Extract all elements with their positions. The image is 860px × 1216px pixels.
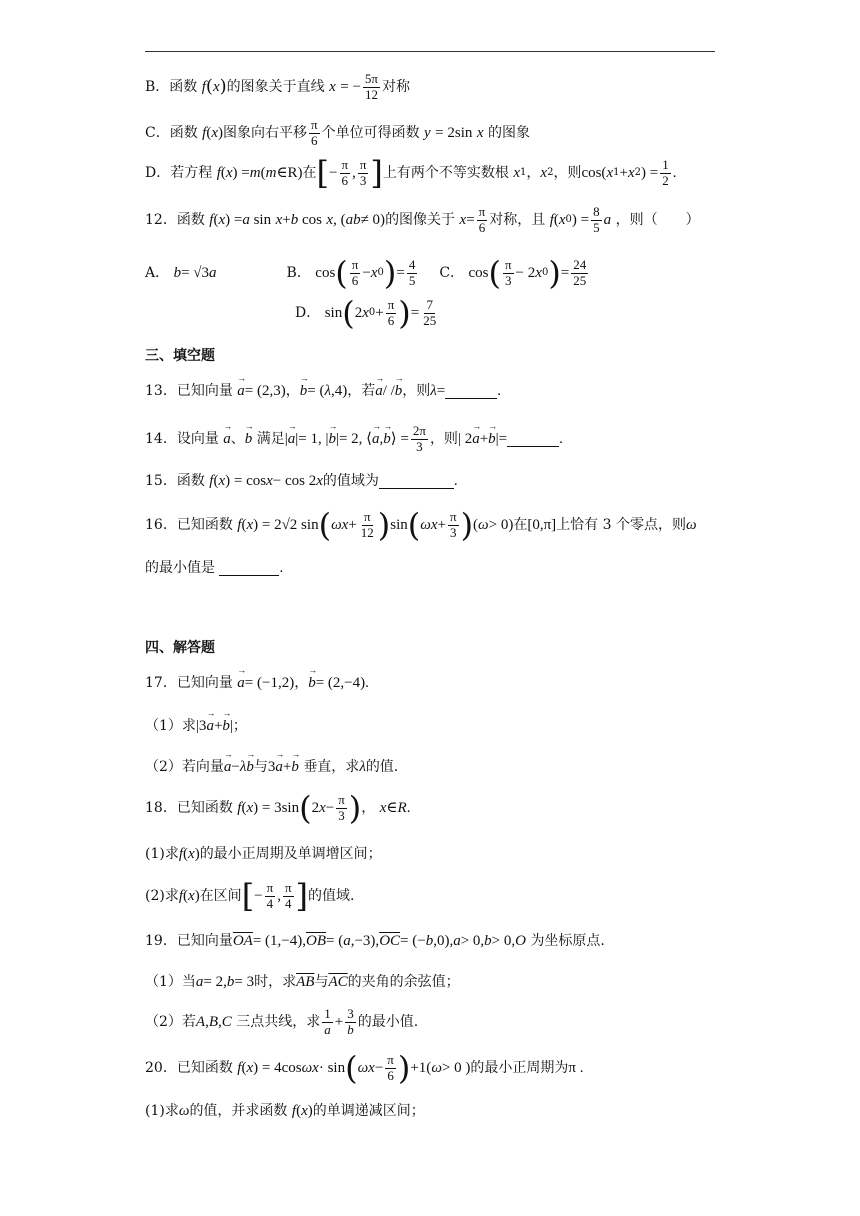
q18-stem: 18．已知函数 f ( x ) = 3sin ( 2 x − $\frac{\pi}{3}$ ) ， x ∈ R .	[145, 789, 411, 827]
section-fill-in: 三、填空题	[145, 348, 215, 364]
q19-part1: （1）当 a = 2, b = 3 时，求 $\overline{AB}$ 与 $\overline{AC}$ 的夹角的余弦值；	[145, 973, 460, 990]
q19-stem: 19．已知向量 $\overline{OA}$ = (1,−4), $\overline{OB}$ = ( a ,−3), $\overline{OC}$ = (− b ,0), a > 0, b > 0, O 为坐标原点.	[145, 932, 605, 949]
q17-part1: （1）求 |3 → a + → b | ；	[145, 717, 247, 735]
q15: 15．函数 f ( x ) = cos x − cos 2 x 的值域为 .	[145, 472, 458, 489]
q13: 13．已知向量 → a = (2,3) ， → b = ( λ ,4) ，若 → a / / → b ，则 λ = .	[145, 382, 501, 400]
q20-part1: (1)求 ω 的值，并求函数 f ( x ) 的单调递减区间；	[145, 1102, 425, 1119]
q12-options-row1: A． b = √3 a B． cos ( $\frac{\pi}{6}$ − x 0 ) = $\frac{4}{5}$ C． cos ( $\frac{\pi}{3}$ − 2 x 0 ) = $\frac{24}{25}$	[145, 254, 587, 292]
section-solutions: 四、解答题	[145, 640, 215, 656]
q14: 14．设向量 → a 、 → b 满足 | → a |= 1, | → b |= 2, ⟨ → a , → b ⟩ = $\frac{2\pi}{3}$ ，则 | 2 → a + → b |= .	[145, 424, 563, 455]
q12-options-row2: D． sin ( 2 x 0 + $\frac{\pi}{6}$ ) = $\frac{7}{25}$	[295, 294, 437, 332]
q16-line1: 16．已知函数 f ( x ) = 2√2 sin ( ωx + $\frac{\pi}{12}$ ) sin ( ωx + $\frac{\pi}{3}$ ) ( ω > 0) 在 [0,π] 上恰有 3 个零点，则 ω	[145, 506, 697, 544]
q18-part1: (1)求 f ( x ) 的最小正周期及单调增区间；	[145, 845, 382, 862]
header-rule	[145, 51, 715, 52]
q12-stem: 12．函数 f ( x ) = a sin x + b cos x , ( ab ≠ 0) 的图像关于 x = $\frac{\pi}{6}$ 对称，且 f ( x 0 ) = $\frac{8}{5}$ a ，则（ ）	[145, 204, 700, 235]
q11-option-c: C．函数 f ( x ) 图象向右平移 $\frac{\pi}{6}$ 个单位可得函数 y = 2sin x 的图象	[145, 117, 530, 148]
q19-part2: （2）若 A , B , C 三点共线，求 $\frac{1}{a}$ + $\frac{3}{b}$ 的最小值.	[145, 1006, 419, 1037]
q16-line2: 的最小值是 .	[145, 559, 284, 576]
q17-stem: 17．已知向量 → a = (−1,2) ， → b = (2,−4) .	[145, 674, 369, 692]
q11-option-d: D．若方程 f ( x ) = m ( m ∈R) 在 [ − $\frac{\pi}{6}$ , $\frac{\pi}{3}$ ] 上有两个不等实数根 x 1 ， x 2 ，则 cos( x 1 + x 2 ) = $\frac{1}{2}$ .	[145, 154, 677, 192]
q17-part2: （2）若向量 → a − λ → b 与 3 → a + → b 垂直，求 λ 的值.	[145, 758, 398, 776]
q20-stem: 20．已知函数 f ( x ) = 4cos ωx · sin ( ωx − $\frac{\pi}{6}$ ) +1( ω > 0 ) 的最小正周期为 π .	[145, 1049, 584, 1087]
q11-option-b: B．函数 f ( x ) 的图象关于直线 x = − $\frac{5\pi}{12}$ 对称	[145, 71, 410, 102]
q18-part2: (2)求 f ( x ) 在区间 [ − $\frac{\pi}{4}$ , $\frac{\pi}{4}$ ] 的值域.	[145, 877, 355, 915]
